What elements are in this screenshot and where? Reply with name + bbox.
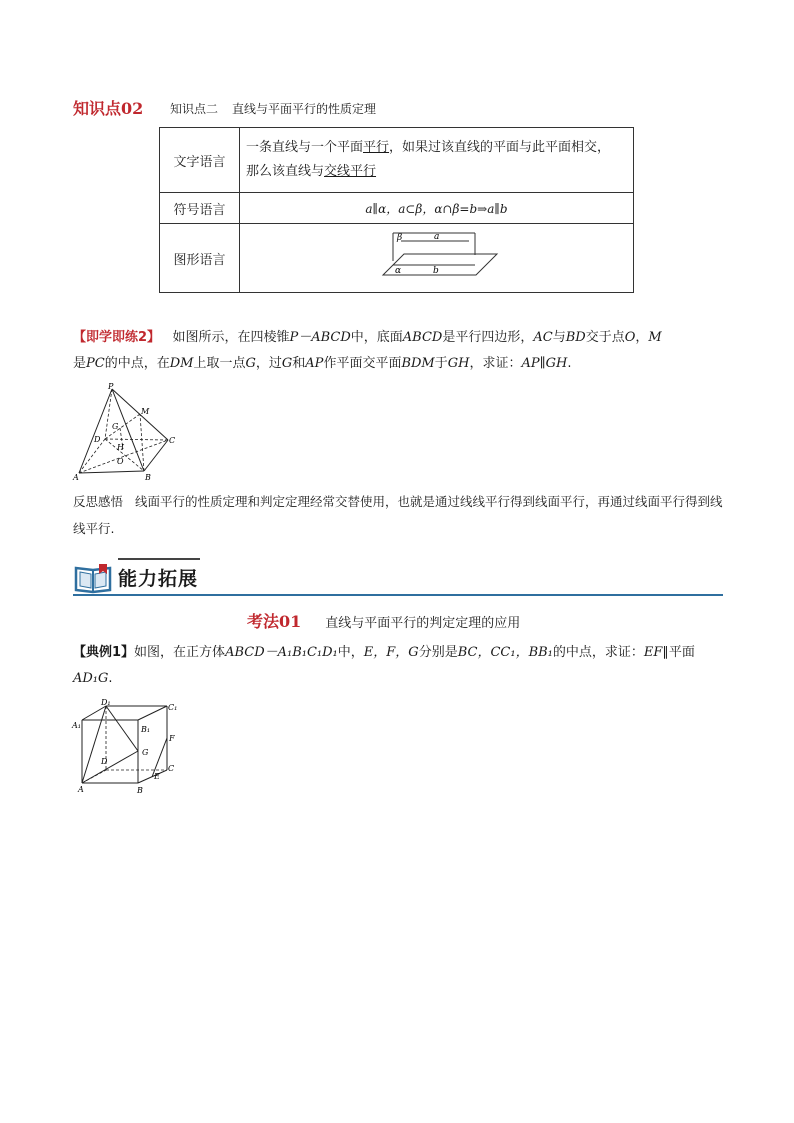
math-text: M bbox=[648, 330, 662, 345]
label-B: B bbox=[137, 786, 143, 795]
label-beta: β bbox=[397, 233, 403, 243]
math-text: AC bbox=[533, 330, 553, 345]
text-part: 于 bbox=[434, 356, 448, 371]
math-text: GH bbox=[447, 356, 470, 371]
label-A1: A₁ bbox=[72, 721, 81, 730]
math-text: BD bbox=[565, 330, 586, 345]
text-part: 那么该直线与 bbox=[246, 164, 325, 179]
text-part: ， bbox=[635, 330, 649, 345]
text-part: 交于点 bbox=[585, 330, 625, 345]
reflection-paragraph bbox=[73, 488, 723, 542]
label-a: a bbox=[434, 232, 440, 242]
label-B1: B₁ bbox=[141, 725, 151, 734]
text-part: 是 bbox=[73, 356, 87, 371]
math-text: O bbox=[624, 330, 636, 345]
label-A: A bbox=[78, 785, 84, 794]
text-part: ，求证： bbox=[469, 356, 522, 371]
knowledge-point-title bbox=[170, 100, 376, 117]
label-alpha: α bbox=[395, 266, 402, 276]
text-part: . bbox=[108, 671, 113, 686]
text-part: 如图所示，在四棱锥 bbox=[172, 330, 290, 345]
math-text: DM bbox=[169, 356, 194, 371]
row-label-text: 文字语言 bbox=[160, 128, 240, 193]
method-number: 考法01 bbox=[247, 612, 302, 631]
label-C1: C₁ bbox=[168, 703, 178, 712]
plane-intersection-figure bbox=[241, 225, 632, 287]
banner-top-rule bbox=[118, 558, 200, 560]
math-text: ABCD bbox=[402, 330, 443, 345]
label-D1: D₁ bbox=[101, 698, 111, 707]
math-text: AP bbox=[305, 356, 324, 371]
book-icon bbox=[73, 560, 113, 594]
text-part: . bbox=[567, 356, 572, 371]
math-text: BC，CC₁，BB₁ bbox=[457, 645, 553, 660]
theorem-name: 直线与平面平行的性质定理 bbox=[232, 102, 377, 116]
text-part: 中，底面 bbox=[350, 330, 403, 345]
label-M: M bbox=[141, 407, 150, 416]
row-label-figure: 图形语言 bbox=[160, 224, 240, 293]
table-row bbox=[160, 128, 634, 193]
figure-language-cell bbox=[240, 224, 634, 293]
label-B: B bbox=[145, 473, 151, 482]
math-text: BDM bbox=[401, 356, 435, 371]
label-G: G bbox=[112, 422, 119, 431]
label-P: P bbox=[108, 382, 114, 391]
knowledge-point-subtitle: 知识点二 bbox=[170, 102, 219, 116]
text-part: 一条直线与一个平面 bbox=[246, 140, 364, 155]
method-title: 直线与平面平行的判定定理的应用 bbox=[325, 616, 521, 631]
text-part: ，如果过该直线的平面与此平面相交， bbox=[389, 140, 611, 155]
theorem-table bbox=[159, 127, 634, 293]
math-text: G bbox=[245, 356, 256, 371]
text-part: 和 bbox=[292, 356, 306, 371]
knowledge-point-number: 知识点02 bbox=[73, 99, 144, 118]
pyramid-figure bbox=[72, 382, 182, 482]
label-A: A bbox=[73, 473, 79, 482]
text-part: 的中点，求证： bbox=[552, 645, 644, 660]
label-C: C bbox=[168, 764, 175, 773]
label-H: H bbox=[117, 443, 124, 452]
text-part: 分别是 bbox=[418, 645, 458, 660]
text-part: 如图，在正方体 bbox=[134, 645, 226, 660]
math-text: PC bbox=[86, 356, 105, 371]
math-text: AP∥GH bbox=[521, 356, 568, 371]
text-part: ，过 bbox=[255, 356, 282, 371]
text-part: 与 bbox=[552, 330, 566, 345]
label-F: F bbox=[169, 734, 175, 743]
text-part: 作平面交平面 bbox=[323, 356, 402, 371]
label-E: E bbox=[154, 772, 160, 781]
math-text: G bbox=[281, 356, 293, 371]
label-G: G bbox=[142, 748, 149, 757]
banner-rule bbox=[73, 594, 723, 596]
reflection-label: 反思感悟 bbox=[73, 494, 124, 509]
text-part: 是平行四边形， bbox=[442, 330, 534, 345]
label-D: D bbox=[101, 757, 108, 766]
symbol-language-cell: a∥α，a⊂β，α∩β=b⇒a∥b bbox=[240, 193, 634, 224]
table-row bbox=[160, 224, 634, 293]
banner-title: 能力拓展 bbox=[118, 568, 199, 590]
math-text: ABCD－A₁B₁C₁D₁ bbox=[225, 645, 338, 660]
row-label-symbol: 符号语言 bbox=[160, 193, 240, 224]
text-part: 的中点，在 bbox=[104, 356, 170, 371]
exercise-tag: 【即学即练2】 bbox=[73, 330, 161, 345]
underlined-text: 平行 bbox=[363, 140, 390, 155]
example-paragraph bbox=[73, 640, 723, 692]
underlined-text: 交线平行 bbox=[324, 164, 377, 179]
text-part: ∥平面 bbox=[662, 645, 695, 660]
math-text: E，F，G bbox=[363, 645, 419, 660]
text-language-cell bbox=[240, 128, 634, 193]
example-tag: 【典例1】 bbox=[73, 645, 135, 660]
text-part: 中， bbox=[337, 645, 364, 660]
table-row bbox=[160, 193, 634, 224]
exercise-paragraph bbox=[73, 325, 723, 377]
reflection-text: 线面平行的性质定理和判定定理经常交替使用，也就是通过线线平行得到线面平行，再通过线面平行得到线线平行. bbox=[73, 494, 723, 536]
math-text: P－ABCD bbox=[289, 330, 351, 345]
cube-figure bbox=[70, 698, 185, 796]
label-C: C bbox=[169, 436, 176, 445]
math-text: EF bbox=[643, 645, 663, 660]
method-heading bbox=[247, 609, 520, 632]
text-part: 上取一点 bbox=[193, 356, 246, 371]
label-b: b bbox=[433, 266, 439, 276]
math-text: AD₁G bbox=[73, 671, 109, 686]
label-D: D bbox=[94, 435, 101, 444]
label-O: O bbox=[117, 457, 124, 466]
